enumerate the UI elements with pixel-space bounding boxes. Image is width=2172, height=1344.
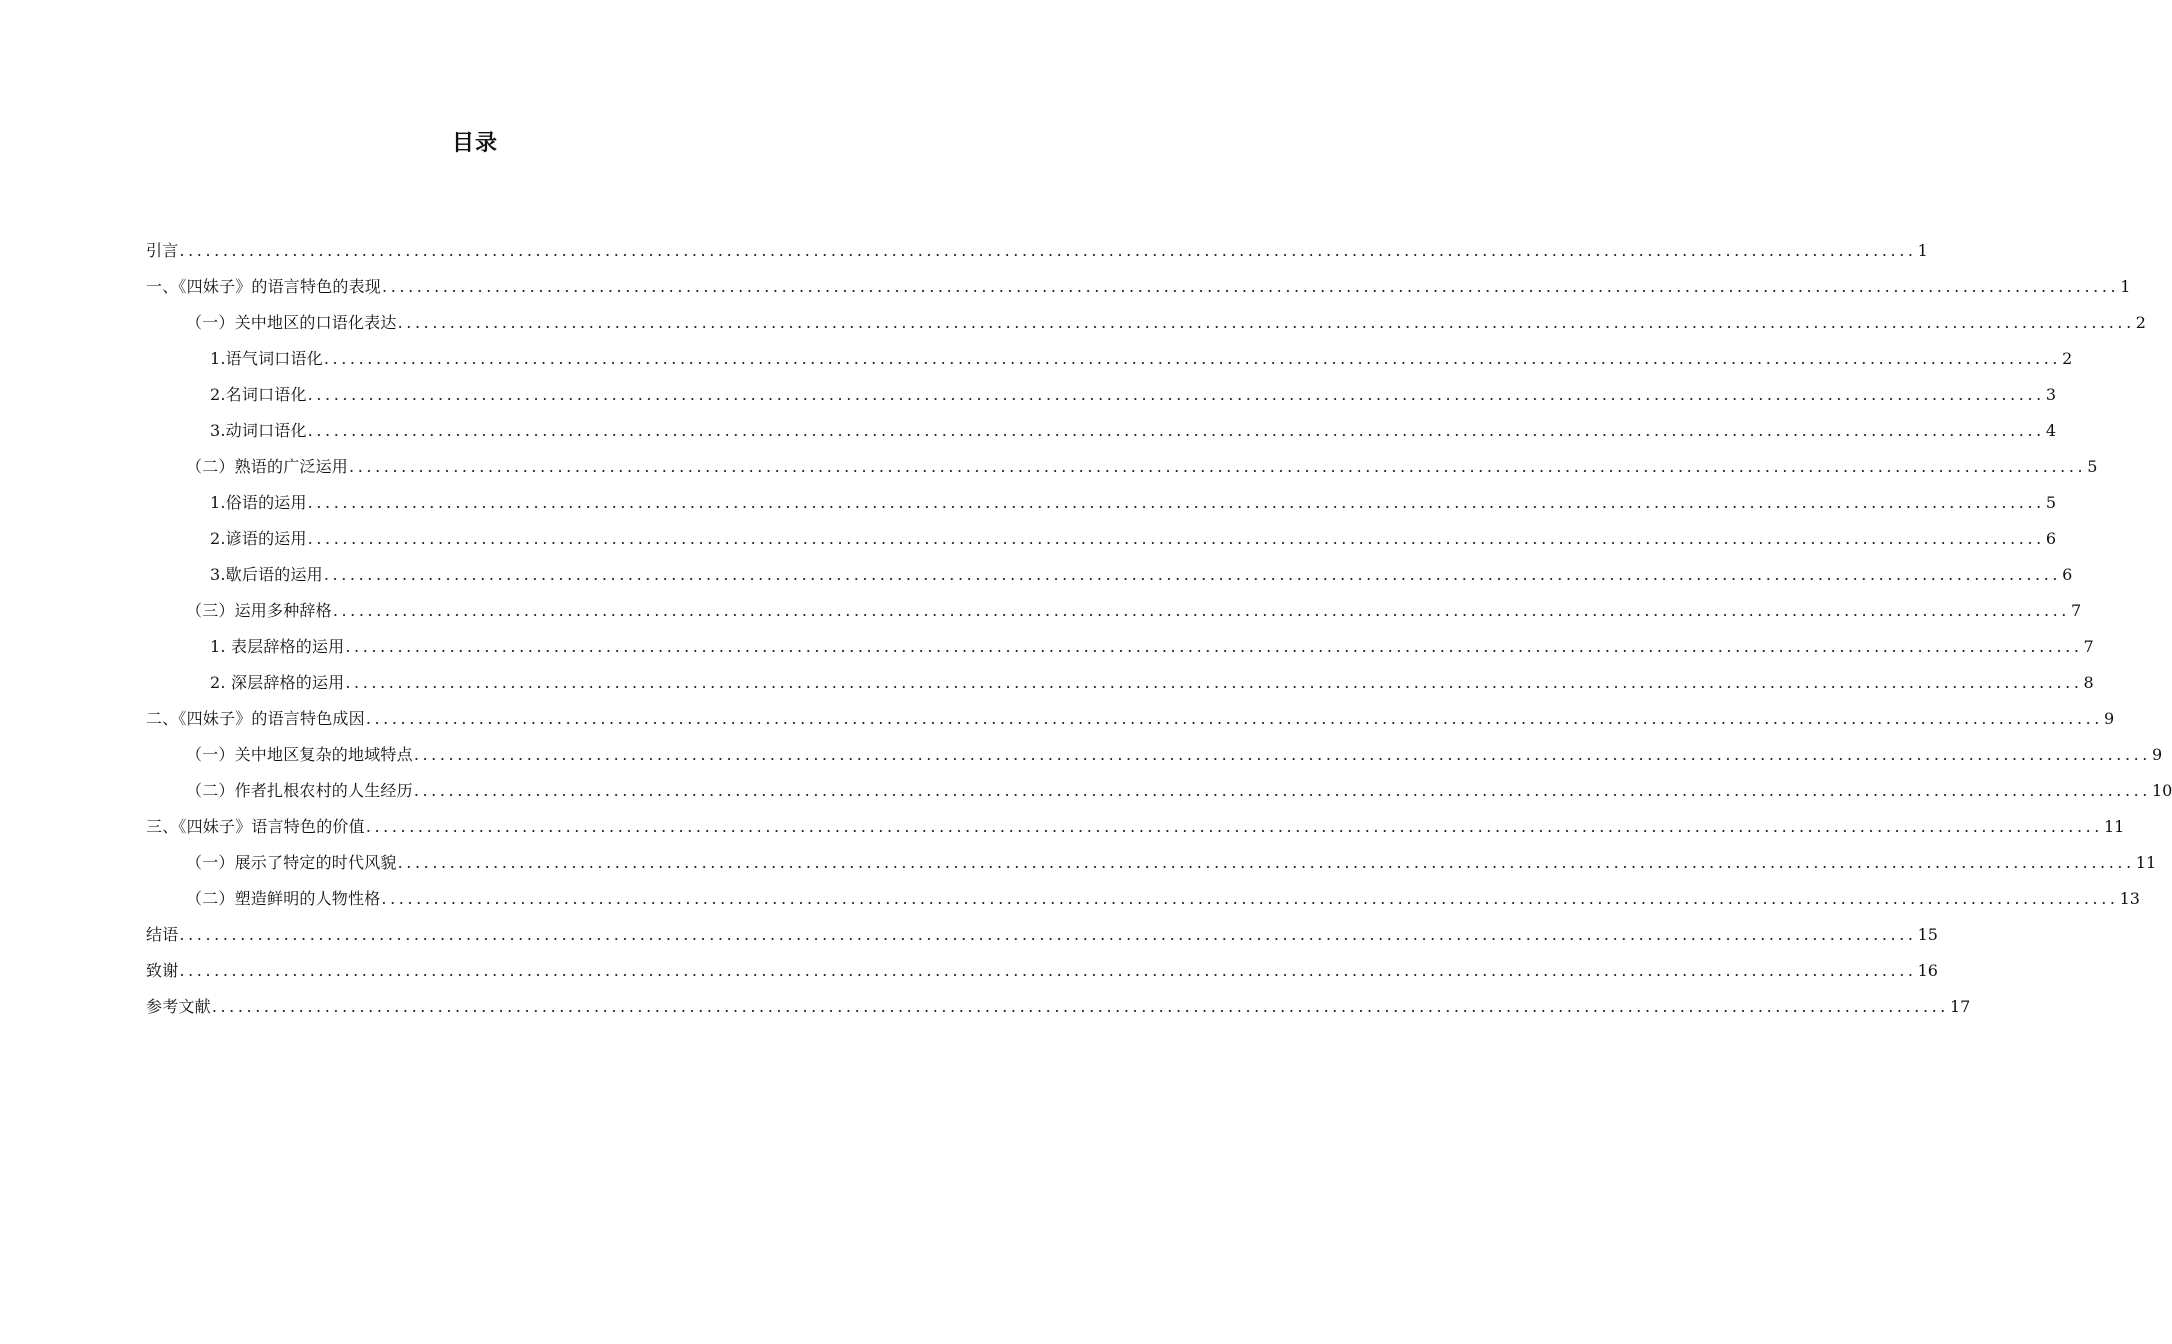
toc-entry-label: （二）作者扎根农村的人生经历 [186, 781, 413, 800]
toc-entry-page-number: 7 [2071, 601, 2082, 620]
toc-entry-label: （二）熟语的广泛运用 [186, 457, 349, 476]
toc-entry[interactable] [146, 274, 2131, 310]
toc-entry-page-number: 10 [2152, 781, 2172, 800]
toc-entry[interactable] [146, 778, 2172, 814]
toc-entry-label: （一）展示了特定的时代风貌 [186, 853, 397, 872]
toc-dot-leader: ........................................................................................................................................................................................................ [307, 421, 2045, 440]
toc-entry-page-number: 5 [2045, 493, 2057, 512]
toc-entry-label: 三、《四妹子》语言特色的价值 [146, 817, 365, 836]
toc-entry[interactable] [146, 742, 2163, 778]
toc-entry-page-number: 6 [2062, 565, 2073, 584]
toc-entry-label: 1. 表层辞格的运用 [210, 637, 345, 656]
toc-entry-label: 结语 [146, 925, 179, 944]
toc-entry-page-number: 2 [2135, 313, 2146, 332]
toc-entry-label: （一）关中地区的口语化表达 [186, 313, 397, 332]
toc-entry[interactable] [146, 886, 2140, 922]
toc-entry-page-number: 4 [2045, 421, 2057, 440]
toc-dot-leader: ........................................................................................................................................................................................................ [307, 385, 2045, 404]
toc-entry[interactable] [146, 310, 2146, 346]
toc-entry-label: 3.动词口语化 [210, 421, 307, 440]
toc-entry-page-number: 9 [2104, 709, 2115, 728]
toc-entry-page-number: 8 [2083, 673, 2094, 692]
toc-dot-leader: ........................................................................................................................................................................................................ [179, 961, 1917, 980]
toc-dot-leader: ........................................................................................................................................................................................................ [307, 529, 2045, 548]
toc-dot-leader: ........................................................................................................................................................................................................ [323, 565, 2062, 584]
toc-entry[interactable] [146, 670, 2094, 706]
toc-entry-page-number: 1 [1917, 241, 1928, 260]
toc-entry-page-number: 6 [2045, 529, 2057, 548]
toc-entry-label: 引言 [146, 241, 179, 260]
toc-entry-page-number: 2 [2062, 349, 2073, 368]
toc-entry[interactable] [146, 454, 2098, 490]
toc-entry[interactable] [146, 418, 2057, 454]
toc-entry-page-number: 9 [2152, 745, 2163, 764]
toc-entry-page-number: 13 [2119, 889, 2140, 908]
toc-dot-leader: ........................................................................................................................................................................................................ [345, 673, 2083, 692]
toc-dot-leader: ........................................................................................................................................................................................................ [179, 241, 1917, 260]
toc-entry[interactable] [146, 526, 2057, 562]
toc-dot-leader: ........................................................................................................................................................................................................ [307, 493, 2045, 512]
toc-entry-label: 一、《四妹子》的语言特色的表现 [146, 277, 382, 296]
toc-entry[interactable] [146, 598, 2082, 634]
toc-entry[interactable] [146, 238, 1928, 274]
toc-entry-label: （三）运用多种辞格 [186, 601, 332, 620]
toc-entry-page-number: 15 [1917, 925, 1938, 944]
toc-dot-leader: ........................................................................................................................................................................................................ [413, 745, 2151, 764]
toc-entry[interactable] [146, 994, 1971, 1030]
toc-entry[interactable] [146, 706, 2115, 742]
toc-dot-leader: ........................................................................................................................................................................................................ [345, 637, 2083, 656]
page-title: 目录 [451, 131, 498, 156]
toc-dot-leader: ........................................................................................................................................................................................................ [397, 853, 2135, 872]
toc-entry-label: 二、《四妹子》的语言特色成因 [146, 709, 365, 728]
toc-entry-label: 1.俗语的运用 [210, 493, 307, 512]
toc-entry-page-number: 7 [2083, 637, 2094, 656]
toc-dot-leader: ........................................................................................................................................................................................................ [397, 313, 2135, 332]
toc-entry-page-number: 11 [2135, 853, 2157, 872]
toc-entry-label: 2.名词口语化 [210, 385, 307, 404]
toc-entry[interactable] [146, 922, 1938, 958]
toc-entry-label: 1.语气词口语化 [210, 349, 323, 368]
table-of-contents [146, 238, 2172, 1030]
toc-entry[interactable] [146, 814, 2125, 850]
toc-entry-label: 致谢 [146, 961, 179, 980]
toc-entry[interactable] [146, 850, 2157, 886]
toc-entry-page-number: 3 [2045, 385, 2057, 404]
toc-entry[interactable] [146, 346, 2073, 382]
toc-dot-leader: ........................................................................................................................................................................................................ [382, 277, 2120, 296]
toc-entry-label: 参考文献 [146, 997, 211, 1016]
toc-entry-label: （一）关中地区复杂的地域特点 [186, 745, 413, 764]
toc-dot-leader: ........................................................................................................................................................................................................ [349, 457, 2087, 476]
toc-dot-leader: ........................................................................................................................................................................................................ [381, 889, 2119, 908]
toc-entry[interactable] [146, 562, 2073, 598]
toc-entry-page-number: 5 [2087, 457, 2098, 476]
toc-entry[interactable] [146, 382, 2057, 418]
toc-entry[interactable] [146, 634, 2094, 670]
toc-dot-leader: ........................................................................................................................................................................................................ [179, 925, 1917, 944]
toc-dot-leader: ........................................................................................................................................................................................................ [413, 781, 2151, 800]
toc-entry-label: 3.歇后语的运用 [210, 565, 323, 584]
toc-entry-page-number: 1 [2120, 277, 2131, 296]
toc-dot-leader: ........................................................................................................................................................................................................ [323, 349, 2062, 368]
toc-dot-leader: ........................................................................................................................................................................................................ [332, 601, 2070, 620]
toc-entry-label: 2.谚语的运用 [210, 529, 307, 548]
toc-entry-label: （二）塑造鲜明的人物性格 [186, 889, 381, 908]
toc-entry[interactable] [146, 490, 2057, 526]
toc-dot-leader: ........................................................................................................................................................................................................ [211, 997, 1949, 1016]
toc-entry[interactable] [146, 958, 1938, 994]
toc-entry-label: 2. 深层辞格的运用 [210, 673, 345, 692]
toc-dot-leader: ........................................................................................................................................................................................................ [365, 709, 2103, 728]
toc-entry-page-number: 17 [1950, 997, 1971, 1016]
toc-entry-page-number: 16 [1917, 961, 1938, 980]
toc-entry-page-number: 11 [2104, 817, 2125, 836]
toc-dot-leader: ........................................................................................................................................................................................................ [365, 817, 2103, 836]
